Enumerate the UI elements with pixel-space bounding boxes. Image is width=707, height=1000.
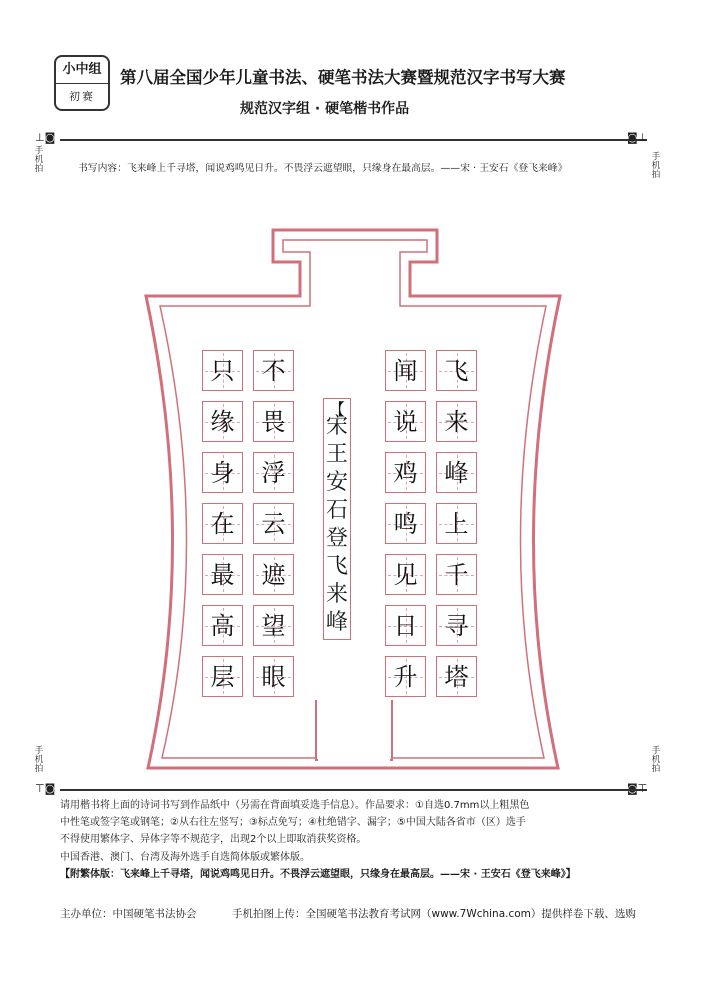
grid-character: 云 xyxy=(261,509,286,538)
grid-cell xyxy=(253,401,294,442)
grid-cell xyxy=(385,554,426,595)
grid-cell xyxy=(436,401,477,442)
grid-character: 升 xyxy=(393,662,418,691)
grid-cell xyxy=(385,503,426,544)
grid-cell xyxy=(436,605,477,646)
grid-cell xyxy=(202,554,243,595)
grid-cell xyxy=(436,554,477,595)
photo-mark-text: 手机拍 xyxy=(34,146,44,174)
photo-mark-text: 手机拍 xyxy=(34,746,44,774)
instruction-line: 请用楷书将上面的诗词书写到作品纸中（另需在背面填妥选手信息）。作品要求：①自选0.7mm以上粗黑色 xyxy=(60,800,530,811)
author-character: 登 xyxy=(325,526,348,551)
grid-character: 来 xyxy=(444,407,469,436)
grid-character: 闻 xyxy=(393,356,418,385)
grid-character: 望 xyxy=(261,611,286,640)
grid-character: 缘 xyxy=(210,407,235,436)
grid-cell xyxy=(202,401,243,442)
author-bracket: 【 xyxy=(328,400,345,419)
grid-character: 寻 xyxy=(444,611,469,640)
grid-cell xyxy=(436,503,477,544)
grid-character: 最 xyxy=(210,560,235,589)
grid-cell xyxy=(385,350,426,391)
page-title: 第八届全国少年儿童书法、硬笔书法大赛暨规范汉字书写大赛 xyxy=(120,68,566,87)
photo-mark-text: 手机拍 xyxy=(651,152,661,180)
author-character: 来 xyxy=(325,582,348,607)
instruction-line: 不得使用繁体字、异体字等不规范字，出现2个以上即取消获奖资格。 xyxy=(60,834,367,845)
grid-cell xyxy=(253,452,294,493)
camera-icon: ◙⊤ xyxy=(627,782,648,795)
grid-cell xyxy=(253,656,294,697)
instruction-line: 中国香港、澳门、台湾及海外选手自选简体版或繁体版。 xyxy=(60,852,310,863)
grid-character: 只 xyxy=(210,356,235,385)
grid-character: 高 xyxy=(210,611,235,640)
grid-character: 塔 xyxy=(444,662,469,691)
grid-cell xyxy=(436,656,477,697)
grid-character: 千 xyxy=(444,560,469,589)
grid-character: 说 xyxy=(393,407,418,436)
grid-character: 层 xyxy=(210,662,235,691)
grid-character: 不 xyxy=(261,356,286,385)
author-column xyxy=(323,398,351,640)
grid-character: 飞 xyxy=(444,356,469,385)
upload-text: 手机拍图上传：全国硬笔书法教育考试网（www.7Wchina.com）提供样卷下载、选购 xyxy=(232,908,636,920)
author-character: 飞 xyxy=(325,554,348,579)
author-character: 峰 xyxy=(325,610,348,635)
grid-character: 身 xyxy=(210,458,235,487)
grid-cell xyxy=(385,605,426,646)
grid-character: 日 xyxy=(393,611,418,640)
grid-character: 上 xyxy=(444,509,469,538)
grid-cell xyxy=(202,452,243,493)
grid-cell xyxy=(253,503,294,544)
organizer-text: 主办单位：中国硬笔书法协会 xyxy=(60,908,197,920)
writing-content: 书写内容：飞来峰上千寻塔，闻说鸡鸣见日升。不畏浮云遮望眼，只缘身在最高层。——宋 · 王安石《登飞来峰》 xyxy=(78,163,568,174)
traditional-version-note: 【附繁体版：飞来峰上千寻塔，闻说鸡鸣见日升。不畏浮云遮望眼，只缘身在最高层。——宋 · 王安石《登飞来峰》】 xyxy=(60,869,576,880)
author-character: 王 xyxy=(325,442,348,467)
grid-character: 鸣 xyxy=(393,509,418,538)
camera-icon: ⊤◙ xyxy=(35,782,56,795)
grid-cell xyxy=(385,656,426,697)
author-character: 安 xyxy=(325,470,348,495)
grid-cell xyxy=(253,605,294,646)
grid-cell xyxy=(385,452,426,493)
grid-character: 鸡 xyxy=(393,458,418,487)
instruction-line: 中性笔或签字笔或钢笔；②从右往左竖写；③标点免写；④杜绝错字、漏字；⑤中国大陆各省市（区）选手 xyxy=(60,817,526,828)
grid-cell xyxy=(202,350,243,391)
author-character: 石 xyxy=(325,498,348,523)
grid-character: 浮 xyxy=(261,458,286,487)
grid-character: 见 xyxy=(393,560,418,589)
grid-character: 在 xyxy=(210,509,235,538)
grid-cell xyxy=(436,350,477,391)
grid-cell xyxy=(385,401,426,442)
page-subtitle: 规范汉字组 · 硬笔楷书作品 xyxy=(240,101,410,117)
photo-mark-text: 手机拍 xyxy=(651,746,661,774)
grid-cell xyxy=(202,656,243,697)
grid-character: 遮 xyxy=(261,560,286,589)
stage-label: 初赛 xyxy=(69,90,95,103)
bottom-ruler-line xyxy=(60,789,647,791)
grid-cell xyxy=(202,503,243,544)
group-label: 小中组 xyxy=(56,57,108,84)
camera-icon: ◙⊥ xyxy=(627,131,648,144)
grid-cell xyxy=(253,350,294,391)
grid-cell xyxy=(436,452,477,493)
grid-character: 畏 xyxy=(261,407,286,436)
grid-cell xyxy=(253,554,294,595)
grid-character: 眼 xyxy=(261,662,286,691)
grid-character: 峰 xyxy=(444,458,469,487)
author-character: 宋 xyxy=(325,414,348,439)
grid-cell xyxy=(202,605,243,646)
camera-icon: ⊥◙ xyxy=(35,131,56,144)
